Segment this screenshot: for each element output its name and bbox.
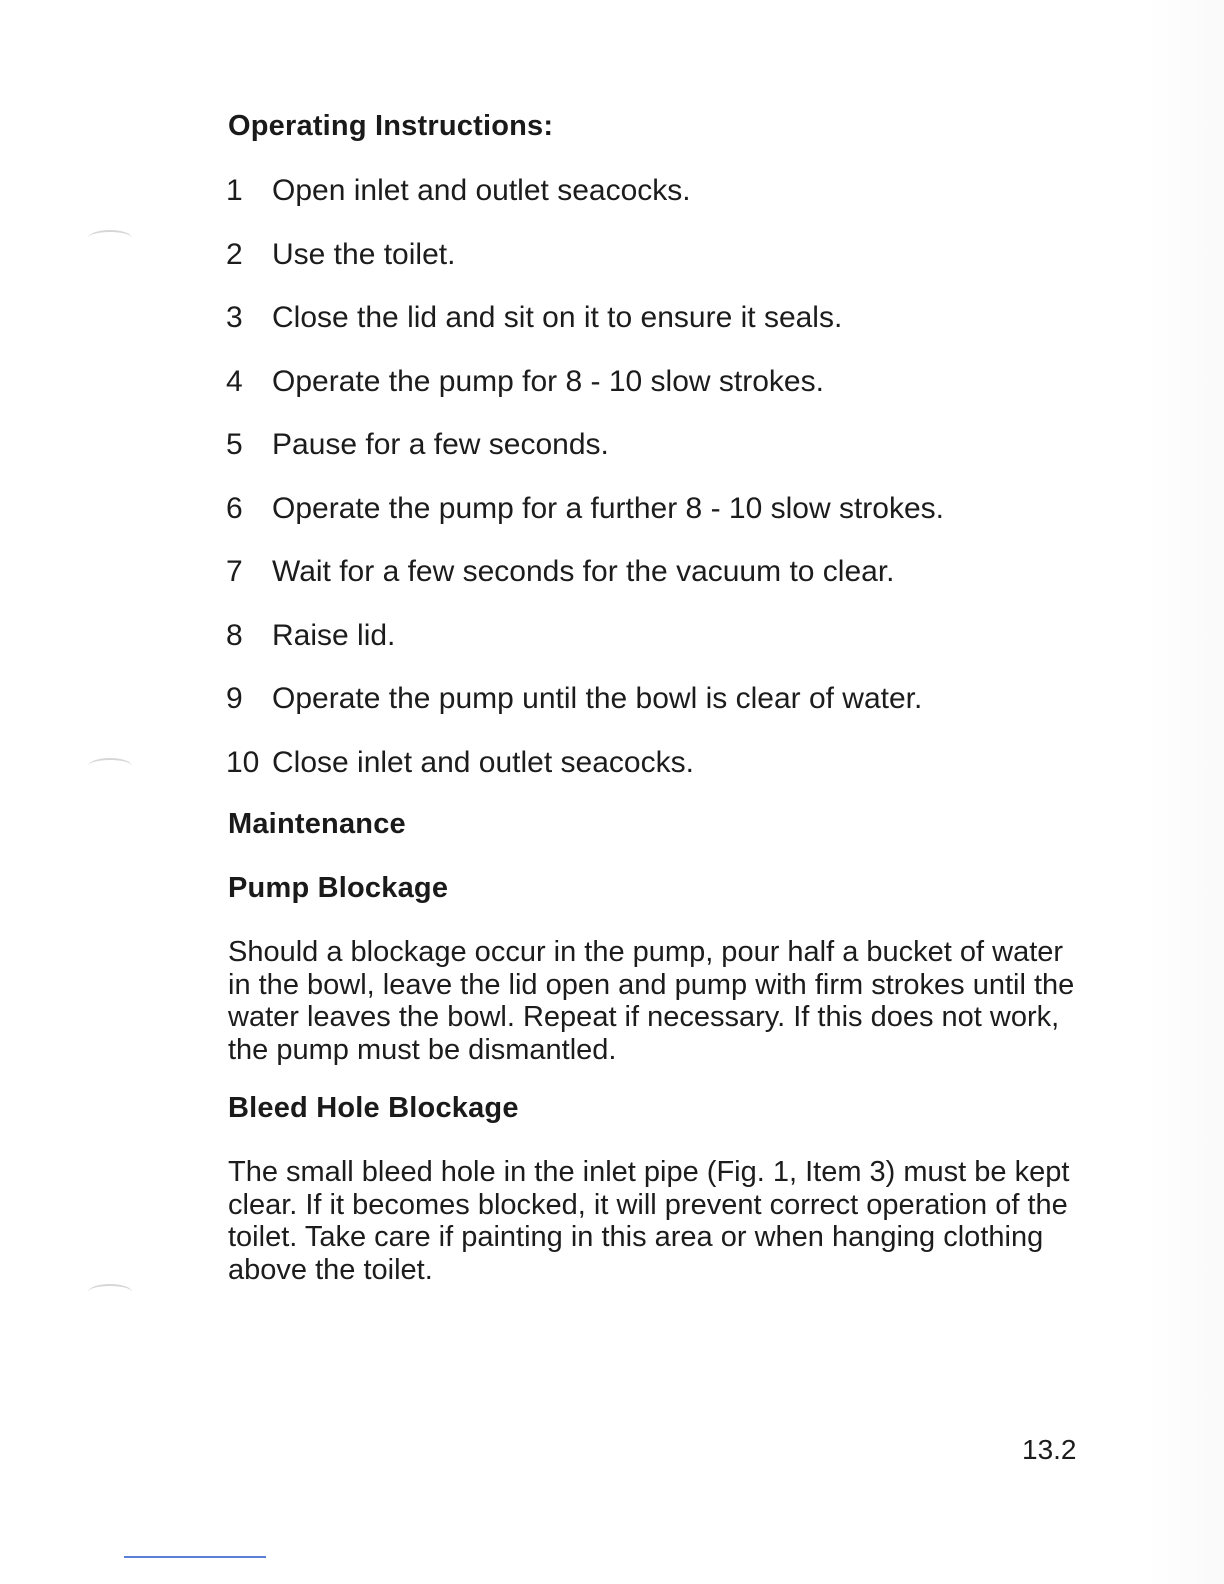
step-item (226, 424, 944, 488)
page-number: 13.2 (1022, 1434, 1077, 1465)
step-text: Operate the pump until the bowl is clear of water. (272, 682, 923, 715)
step-item (226, 742, 944, 806)
step-number: 6 (226, 491, 243, 525)
step-number: 1 (226, 174, 243, 207)
step-number: 4 (226, 364, 243, 398)
step-text: Wait for a few seconds for the vacuum to clear. (272, 555, 895, 588)
step-item (226, 297, 944, 361)
step-item (226, 170, 944, 234)
step-text: Close the lid and sit on it to ensure it seals. (272, 301, 843, 334)
step-item (226, 234, 944, 298)
step-number: 2 (226, 237, 243, 271)
step-text: Raise lid. (272, 618, 396, 652)
binder-hole-mark (88, 1284, 132, 1300)
step-text: Use the toilet. (272, 237, 456, 271)
binder-hole-mark (88, 758, 132, 774)
step-item (226, 551, 944, 615)
step-text: Open inlet and outlet seacocks. (272, 174, 691, 207)
step-item (226, 615, 944, 679)
bleed-hole-blockage-heading: Bleed Hole Blockage (228, 1092, 519, 1124)
step-text: Close inlet and outlet seacocks. (272, 745, 694, 779)
operating-instructions-heading: Operating Instructions: (228, 110, 554, 142)
step-item (226, 488, 944, 552)
pump-blockage-paragraph: Should a blockage occur in the pump, pour half a bucket of water in the bowl, leave the lid open and pump with firm strokes until the water leaves the bowl. Repeat if necessary. If this does not work, the pump must be dismantled. (228, 936, 1075, 1066)
step-number: 7 (226, 555, 243, 588)
pump-blockage-heading: Pump Blockage (228, 872, 449, 904)
operating-steps-list (226, 170, 944, 805)
step-text: Operate the pump for 8 - 10 slow strokes. (272, 364, 824, 398)
step-number: 10 (226, 745, 260, 779)
bleed-hole-blockage-paragraph: The small bleed hole in the inlet pipe (Fig. 1, Item 3) must be kept clear. If it becomes blocked, it will prevent correct operation of the toilet. Take care if painting in this area or when hanging clothing above the toilet. (228, 1156, 1070, 1286)
step-item (226, 361, 944, 425)
step-number: 9 (226, 682, 243, 715)
step-number: 8 (226, 618, 243, 652)
footer-rule (124, 1556, 266, 1558)
step-number: 5 (226, 428, 243, 461)
step-text: Pause for a few seconds. (272, 428, 609, 461)
step-number: 3 (226, 301, 243, 334)
step-text: Operate the pump for a further 8 - 10 slow strokes. (272, 491, 944, 525)
binder-hole-mark (88, 230, 132, 246)
step-item (226, 678, 944, 742)
maintenance-heading: Maintenance (228, 808, 406, 840)
page-edge-shadow (1146, 0, 1224, 1584)
